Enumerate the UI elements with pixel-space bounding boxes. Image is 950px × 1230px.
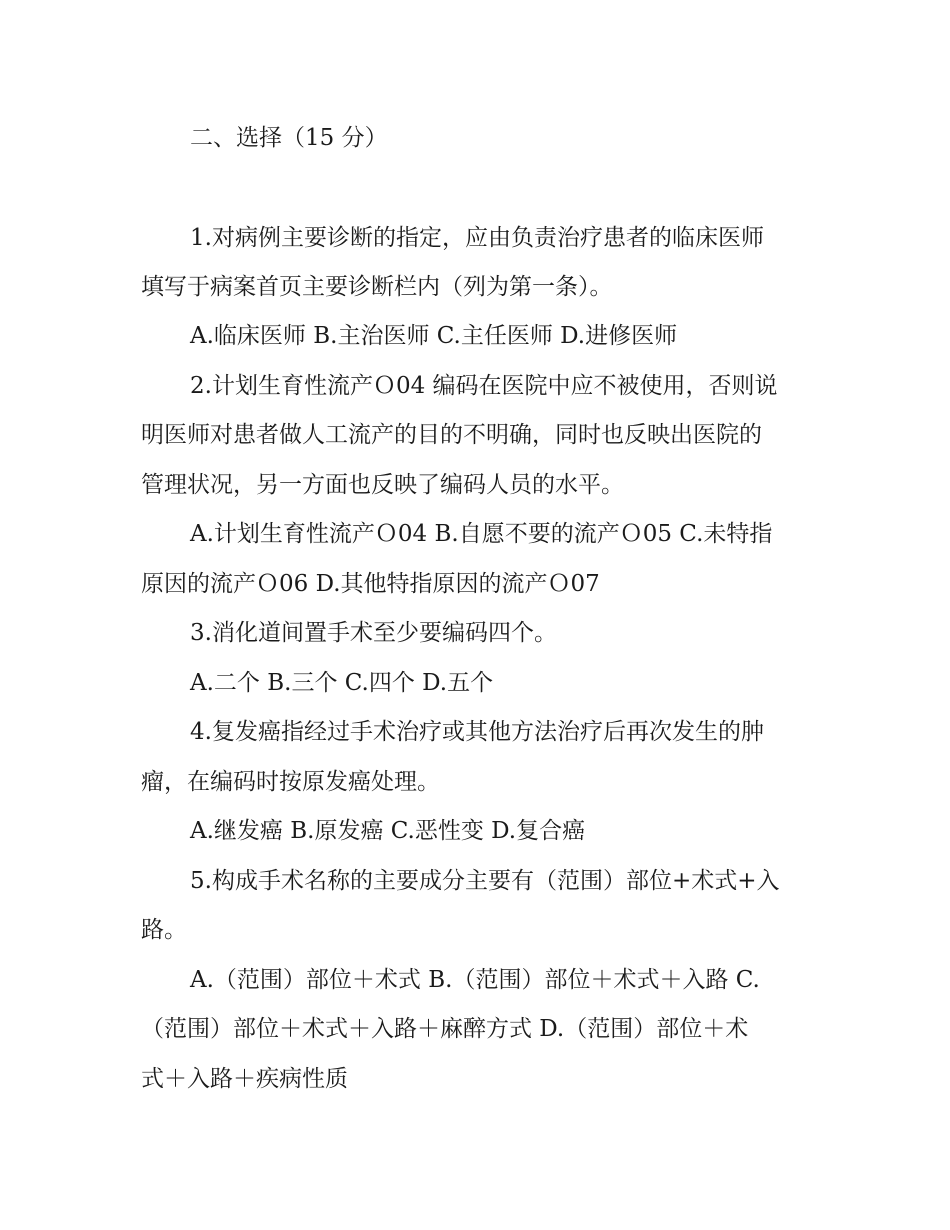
section-title: 二、选择（15 分） — [190, 125, 388, 151]
question-1-line-1: 1.对病例主要诊断的指定，应由负责治疗患者的临床医师 — [190, 225, 764, 251]
question-5-options-line-3: 式＋入路＋疾病性质 — [141, 1066, 348, 1092]
question-4-options: A.继发癌 B.原发癌 C.恶性变 D.复合癌 — [190, 818, 586, 844]
question-2-line-3: 管理状况，另一方面也反映了编码人员的水平。 — [141, 472, 624, 498]
question-5-line-1: 5.构成手术名称的主要成分主要有（范围）部位+术式+入 — [190, 868, 780, 894]
question-3-line-1: 3.消化道间置手术至少要编码四个。 — [190, 620, 557, 646]
question-1-line-2: 填写于病案首页主要诊断栏内（列为第一条）。 — [141, 274, 613, 300]
question-4-line-2: 瘤，在编码时按原发癌处理。 — [141, 769, 440, 795]
question-2-line-2: 明医师对患者做人工流产的目的不明确，同时也反映出医院的 — [141, 422, 762, 448]
question-2-options-line-2: 原因的流产Ｏ06 D.其他特指原因的流产Ｏ07 — [141, 571, 600, 597]
question-5-options-line-2: （范围）部位＋术式＋入路＋麻醉方式 D.（范围）部位＋术 — [141, 1016, 749, 1042]
question-3-options: A.二个 B.三个 C.四个 D.五个 — [190, 670, 494, 696]
question-2-line-1: 2.计划生育性流产Ｏ04 编码在医院中应不被使用，否则说 — [190, 373, 778, 399]
question-5-line-2: 路。 — [141, 917, 187, 943]
question-1-options: A.临床医师 B.主治医师 C.主任医师 D.进修医师 — [190, 323, 678, 349]
question-5-options-line-1: A.（范围）部位＋术式 B.（范围）部位＋术式＋入路 C. — [190, 967, 760, 993]
question-4-line-1: 4.复发癌指经过手术治疗或其他方法治疗后再次发生的肿 — [190, 719, 764, 745]
question-2-options-line-1: A.计划生育性流产Ｏ04 B.自愿不要的流产Ｏ05 C.未特指 — [190, 521, 773, 547]
